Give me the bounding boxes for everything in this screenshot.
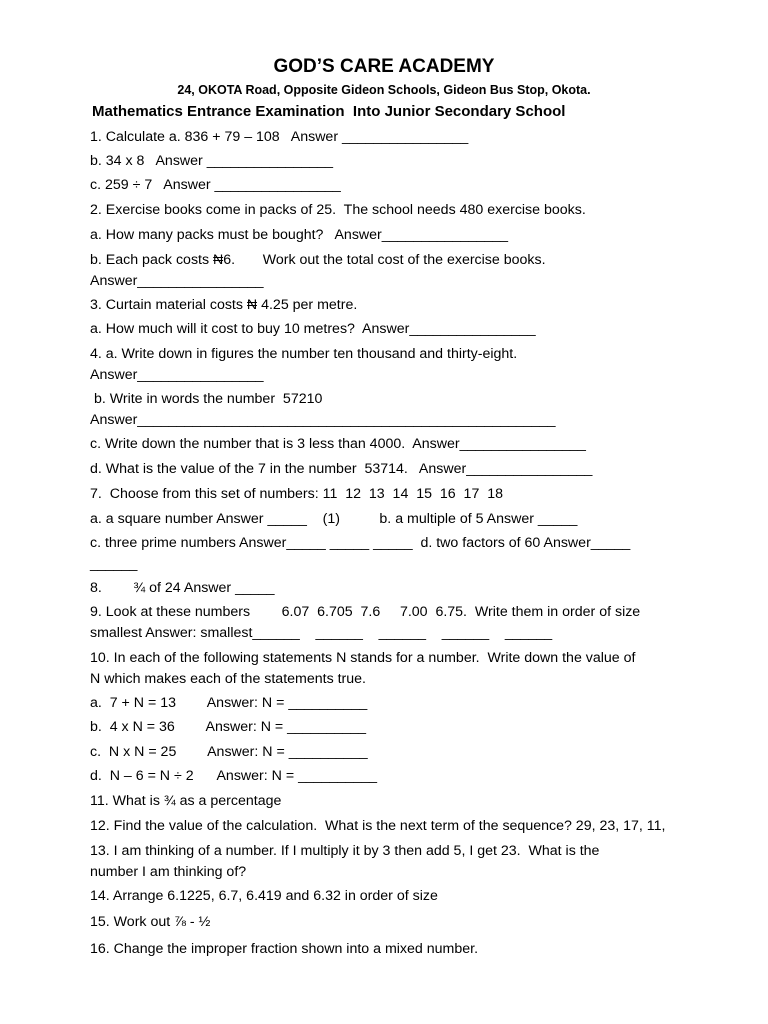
question-line: a. a square number Answer _____ (1) b. a multiple of 5 Answer _____ — [90, 511, 578, 527]
question-line: 16. Change the improper fraction shown into a mixed number. — [90, 941, 479, 957]
question-line: 7. Choose from this set of numbers: 11 12 13 14 15 16 17 18 — [90, 486, 503, 502]
question-line: 3. Curtain material costs ₦ 4.25 per metre. — [90, 297, 358, 313]
school-address: 24, OKOTA Road, Opposite Gideon Schools, Gideon Bus Stop, Okota. — [177, 83, 591, 97]
exam-title: Mathematics Entrance Examination Into Junior Secondary School — [92, 103, 566, 120]
question-line: 9. Look at these numbers 6.07 6.705 7.6 7.00 6.75. Write them in order of size — [90, 604, 641, 620]
question-line: 2. Exercise books come in packs of 25. The school needs 480 exercise books. — [90, 202, 586, 218]
question-line: Answer________________ — [90, 273, 264, 289]
question-line: 11. What is ¾ as a percentage — [90, 793, 282, 809]
question-line: c. Write down the number that is 3 less than 4000. Answer________________ — [90, 436, 586, 452]
question-line: a. 7 + N = 13 Answer: N = __________ — [90, 695, 368, 711]
question-line: 13. I am thinking of a number. If I multiply it by 3 then add 5, I get 23. What is the — [90, 843, 600, 859]
question-line: c. 259 ÷ 7 Answer ________________ — [90, 177, 341, 193]
question-line: 12. Find the value of the calculation. What is the next term of the sequence? 29, 23, 17, 11, — [90, 818, 666, 834]
school-name: GOD’S CARE ACADEMY — [273, 56, 495, 77]
question-line: d. What is the value of the 7 in the number 53714. Answer________________ — [90, 461, 593, 477]
question-line: a. How much will it cost to buy 10 metres? Answer________________ — [90, 321, 536, 337]
question-line: N which makes each of the statements true. — [90, 671, 366, 687]
question-line: 8. ¾ of 24 Answer _____ — [90, 580, 275, 596]
question-line: b. Each pack costs ₦6. Work out the total cost of the exercise books. — [90, 252, 546, 268]
question-line: 4. a. Write down in figures the number ten thousand and thirty-eight. — [90, 346, 518, 362]
question-line: Answer________________ — [90, 367, 264, 383]
question-line: b. 4 x N = 36 Answer: N = __________ — [90, 719, 367, 735]
question-line: c. N x N = 25 Answer: N = __________ — [90, 744, 368, 760]
question-line: c. three prime numbers Answer_____ _____ _____ d. two factors of 60 Answer_____ — [90, 535, 631, 551]
question-line: 14. Arrange 6.1225, 6.7, 6.419 and 6.32 in order of size — [90, 888, 438, 904]
question-line: Answer_____________________________________________________ — [90, 412, 556, 428]
question-line: 10. In each of the following statements N stands for a number. Write down the value of — [90, 650, 636, 666]
question-line: number I am thinking of? — [90, 864, 247, 880]
question-line: d. N – 6 = N ÷ 2 Answer: N = __________ — [90, 768, 377, 784]
question-line: b. 34 x 8 Answer ________________ — [90, 153, 333, 169]
question-line: ______ — [90, 556, 138, 572]
question-line: a. How many packs must be bought? Answer________________ — [90, 227, 509, 243]
question-line: smallest Answer: smallest______ ______ ______ ______ ______ — [90, 625, 553, 641]
question-line: b. Write in words the number 57210 — [90, 391, 323, 407]
question-line: 1. Calculate a. 836 + 79 – 108 Answer ________________ — [90, 129, 469, 145]
question-line: 15. Work out ⅞ - ½ — [90, 914, 211, 930]
